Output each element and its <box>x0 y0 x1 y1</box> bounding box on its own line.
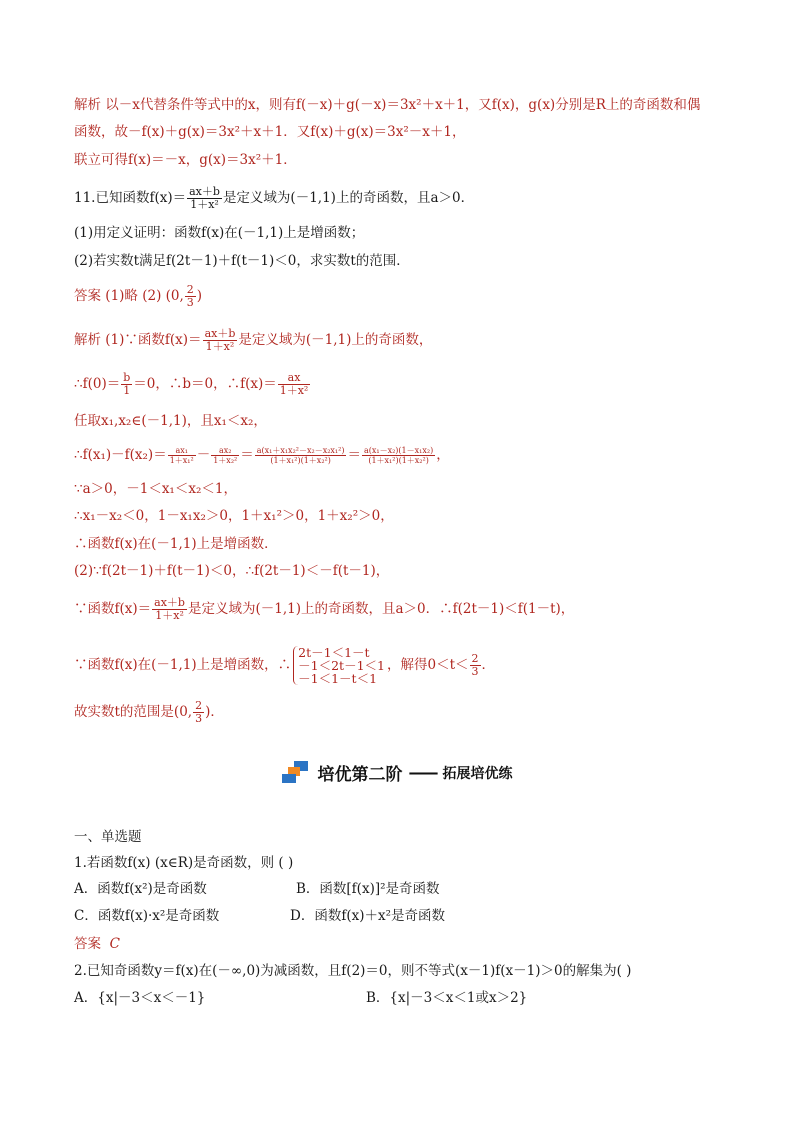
s10-fraction <box>470 653 481 678</box>
q1-stem: 1.若函数f(x) (x∈R)是奇函数，则 ( ) <box>74 855 294 871</box>
section-subtitle: 拓展培优练 <box>442 765 513 782</box>
system-row-3: －1＜1－t＜1 <box>298 671 378 686</box>
q1-option-c: C．函数f(x)·x²是奇函数 <box>74 908 220 924</box>
s2-pre: ∴f(0)＝ <box>74 376 121 392</box>
answer-text: (1)略 (2) (0, <box>105 288 184 304</box>
s1-den: 1＋x² <box>205 340 235 353</box>
s4-fraction-4 <box>362 446 435 465</box>
s11-fraction <box>193 700 204 725</box>
q11-stem <box>74 186 734 211</box>
analysis-line-3: 联立可得f(x)＝－x，g(x)＝3x²＋1． <box>74 152 297 168</box>
s2-den2: 1＋x² <box>279 384 309 397</box>
part-one-heading: 一、单选题 <box>74 829 142 845</box>
analysis-line-2: 函数，故－f(x)＋g(x)＝3x²＋x＋1．又f(x)＋g(x)＝3x²－x＋1， <box>74 124 466 140</box>
s4-eq: ＝ <box>240 447 254 463</box>
answer-frac-den: 3 <box>186 296 194 309</box>
s9-post: 是定义域为(－1,1)上的奇函数，且a＞0．∴f(2t－1)＜f(1－t)， <box>187 601 575 617</box>
inequality-system <box>293 646 385 685</box>
s9-pre: ∵函数f(x)＝ <box>74 601 152 617</box>
s1-fraction <box>203 328 238 353</box>
s11-pre: 故实数t的范围是(0, <box>74 704 193 720</box>
solution-line-6: ∴x₁－x₂＜0，1－x₁x₂＞0，1＋x₁²＞0，1＋x₂²＞0， <box>74 508 394 524</box>
q2-option-b: B．{x|－3＜x＜1或x＞2} <box>366 990 528 1006</box>
s11-num: 2 <box>195 699 203 712</box>
s4-f1-den: 1＋x₁² <box>169 456 194 465</box>
solution-line-4 <box>74 446 734 465</box>
section-dash: —— <box>408 763 437 782</box>
section-title: 培优第二阶 <box>317 765 403 785</box>
s4-f3-den: (1＋x₁²)(1＋x₂²) <box>270 456 331 465</box>
solution-line-8: (2)∵f(2t－1)＋f(t－1)＜0，∴f(2t－1)＜－f(t－1)， <box>74 563 390 579</box>
q1-answer <box>74 935 734 953</box>
solution-line-9 <box>74 597 734 622</box>
q11-frac-den: 1＋x² <box>190 198 219 211</box>
s4-fraction-1 <box>168 446 196 465</box>
s4-minus: － <box>196 447 211 463</box>
q1-answer-value: C <box>109 936 120 952</box>
s10-post: ，解得0＜t＜ <box>387 657 469 673</box>
s4-f2-num: ax₂ <box>211 446 239 456</box>
s9-fraction <box>152 597 187 622</box>
system-row-2: －1＜2t－1＜1 <box>298 658 385 673</box>
s2-fraction-2 <box>278 372 311 397</box>
solution-line-10 <box>74 646 734 685</box>
section-heading-wrap <box>0 760 794 789</box>
s4-fraction-2 <box>211 446 239 465</box>
s9-den: 1＋x² <box>155 609 184 622</box>
s2-num2: ax <box>278 372 311 385</box>
q11-stem-pre: 11.已知函数f(x)＝ <box>74 190 187 206</box>
q1-option-d: D．函数f(x)＋x²是奇函数 <box>290 908 445 924</box>
q1-option-a: A．函数f(x²)是奇函数 <box>74 881 207 897</box>
s10-num: 2 <box>471 652 479 665</box>
q11-fraction <box>187 186 222 211</box>
system-row-1: 2t－1＜1－t <box>298 645 370 660</box>
answer-close: ) <box>196 288 203 304</box>
s11-end: )． <box>205 704 224 720</box>
q2-stem: 2.已知奇函数y＝f(x)在(－∞,0)为减函数，且f(2)＝0，则不等式(x－1)f(x－1)＞0的解集为( ) <box>74 963 632 979</box>
s1-pre: 解析 (1)∵函数f(x)＝ <box>74 332 202 348</box>
s4-fraction-3 <box>255 446 347 465</box>
q11-stem-post: 是定义域为(－1,1)上的奇函数，且a＞0． <box>222 190 475 206</box>
solution-line-7: ∴函数f(x)在(－1,1)上是增函数． <box>74 536 278 552</box>
blocks-logo-icon <box>282 761 312 785</box>
s4-f1-num: ax₁ <box>168 446 196 456</box>
solution-line-3: 任取x₁,x₂∈(－1,1)，且x₁＜x₂， <box>74 413 267 429</box>
solution-line-11 <box>74 700 734 725</box>
s2-fraction-1 <box>121 372 132 397</box>
s4-f3-num: a(x₁＋x₁x₂²－x₂－x₂x₁²) <box>256 446 345 455</box>
solution-line-1 <box>74 328 734 353</box>
s10-den: 3 <box>471 665 479 678</box>
s4-pre: ∴f(x₁)－f(x₂)＝ <box>74 447 167 463</box>
s11-den: 3 <box>195 712 203 725</box>
s4-eq2: ＝ <box>347 447 361 463</box>
s1-num: ax＋b <box>204 327 236 340</box>
s4-f2-den: 1＋x₂² <box>213 456 238 465</box>
q11-part-1: (1)用定义证明：函数f(x)在(－1,1)上是增函数； <box>74 225 365 241</box>
q1-answer-label: 答案 <box>74 936 101 952</box>
q1-option-b: B．函数[f(x)]²是奇函数 <box>296 881 440 897</box>
solution-line-2 <box>74 372 734 397</box>
s1-post: 是定义域为(－1,1)上的奇函数， <box>238 332 433 348</box>
q11-answer <box>74 284 734 309</box>
answer-fraction <box>185 284 196 309</box>
q11-part-2: (2)若实数t满足f(2t－1)＋f(t－1)＜0，求实数t的范围． <box>74 253 410 269</box>
s2-num: b <box>123 371 131 384</box>
s4-f4-den: (1＋x₁²)(1＋x₂²) <box>368 456 429 465</box>
s2-mid: ＝0，∴b＝0，∴f(x)＝ <box>133 376 277 392</box>
section-heading <box>282 760 513 785</box>
q11-frac-num: ax＋b <box>189 185 220 198</box>
answer-frac-num: 2 <box>186 283 194 296</box>
q2-option-a: A．{x|－3＜x＜－1} <box>74 990 206 1006</box>
s4-f4-num: a(x₁－x₂)(1－x₁x₂) <box>363 446 434 455</box>
s2-den: 1 <box>123 384 131 397</box>
analysis-line-1: 解析 以－x代替条件等式中的x，则有f(－x)＋g(－x)＝3x²＋x＋1，又f(x)，g(x)分别是R上的奇函数和偶 <box>74 97 701 113</box>
solution-line-5: ∵a＞0，－1＜x₁＜x₂＜1， <box>74 481 237 497</box>
s10-end: ． <box>481 657 496 673</box>
s4-post: ， <box>436 447 450 463</box>
s10-pre: ∵函数f(x)在(－1,1)上是增函数，∴ <box>74 657 292 673</box>
s9-num: ax＋b <box>154 596 185 609</box>
answer-label: 答案 <box>74 288 101 304</box>
